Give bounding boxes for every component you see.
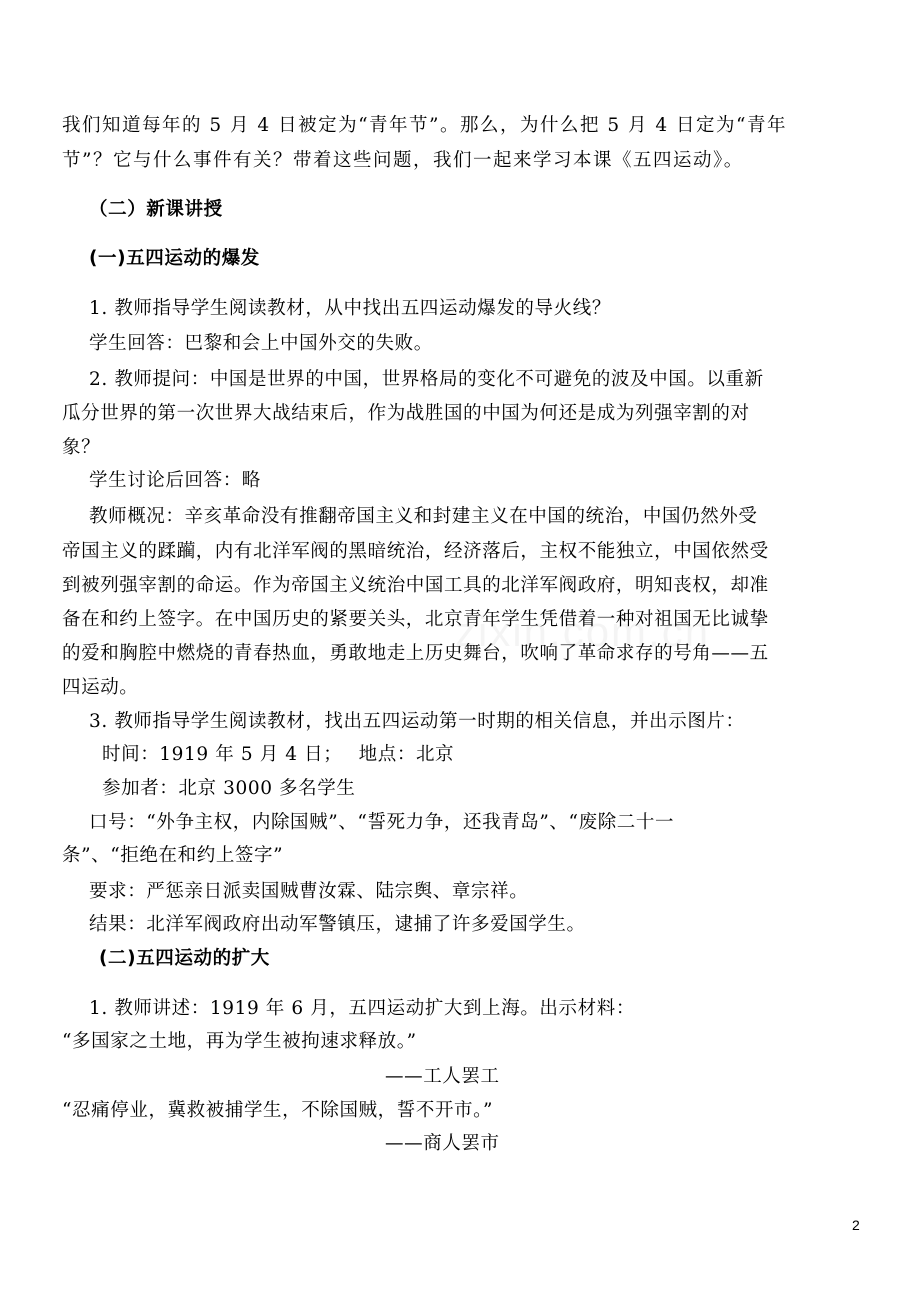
intro-line-2: 节”？它与什么事件有关？带着这些问题，我们一起来学习本课《五四运动》。 bbox=[62, 150, 744, 171]
paragraph-line: 1. 教师指导学生阅读教材，从中找出五四运动爆发的导火线？ bbox=[89, 298, 611, 319]
quote-attribution-workers: ——工人罢工 bbox=[385, 1066, 500, 1087]
paragraph-line: 3. 教师指导学生阅读教材，找出五四运动第一时期的相关信息，并出示图片： bbox=[89, 711, 745, 732]
info-time-place: 时间：1919 年 5 月 4 日； 地点：北京 bbox=[102, 744, 455, 765]
intro-line-1: 我们知道每年的 5 月 4 日被定为“青年节”。那么，为什么把 5 月 4 日定为“青年 bbox=[62, 115, 788, 136]
paragraph-line: 四运动。 bbox=[62, 677, 139, 698]
info-participants: 参加者：北京 3000 多名学生 bbox=[102, 778, 356, 799]
paragraph-line: 到被列强宰割的命运。作为帝国主义统治中国工具的北洋军阀政府，明知丧权，却准 bbox=[62, 575, 769, 596]
paragraph-line: 瓜分世界的第一次世界大战结束后，作为战胜国的中国为何还是成为列强宰割的对 bbox=[62, 403, 750, 424]
paragraph-line: 象？ bbox=[62, 437, 101, 458]
paragraph-line: 学生回答：巴黎和会上中国外交的失败。 bbox=[89, 333, 433, 354]
quote-merchants: “忍痛停业，冀救被捕学生，不除国贼，誓不开市。” bbox=[62, 1100, 494, 1121]
quote-workers: “多国家之土地，再为学生被拘速求释放。” bbox=[62, 1031, 417, 1052]
paragraph-line: 1. 教师讲述：1919 年 6 月，五四运动扩大到上海。出示材料： bbox=[89, 998, 635, 1019]
paragraph-line: 的爱和胸腔中燃烧的青春热血，勇敢地走上历史舞台，吹响了革命求存的号角——五 bbox=[62, 643, 769, 664]
paragraph-line: 帝国主义的蹂躏，内有北洋军阀的黑暗统治，经济落后，主权不能独立，中国依然受 bbox=[62, 541, 769, 562]
paragraph-line: 教师概况：辛亥革命没有推翻帝国主义和封建主义在中国的统治，中国仍然外受 bbox=[89, 506, 758, 527]
page-number: 2 bbox=[852, 1217, 860, 1233]
info-slogans: 口号：“外争主权，内除国贼”、“誓死力争，还我青岛”、“废除二十一 bbox=[89, 812, 675, 833]
quote-attribution-merchants: ——商人罢市 bbox=[385, 1133, 500, 1154]
paragraph-line: 学生讨论后回答：略 bbox=[89, 470, 261, 491]
paragraph-line: 备在和约上签字。在中国历史的紧要关头，北京青年学生凭借着一种对祖国无比诚挚 bbox=[62, 609, 769, 630]
subheading-outbreak: (一)五四运动的爆发 bbox=[89, 248, 260, 269]
info-slogans-continued: 条”、“拒绝在和约上签字” bbox=[62, 845, 284, 866]
section-heading-new-lesson: （二）新课讲授 bbox=[89, 199, 223, 220]
paragraph-line: 2. 教师提问：中国是世界的中国，世界格局的变化不可避免的波及中国。以重新 bbox=[89, 369, 764, 390]
subheading-expansion: (二)五四运动的扩大 bbox=[99, 948, 270, 969]
info-demands: 要求：严惩亲日派卖国贼曹汝霖、陆宗舆、章宗祥。 bbox=[89, 881, 529, 902]
info-result: 结果：北洋军阀政府出动军警镇压，逮捕了许多爱国学生。 bbox=[89, 914, 586, 935]
